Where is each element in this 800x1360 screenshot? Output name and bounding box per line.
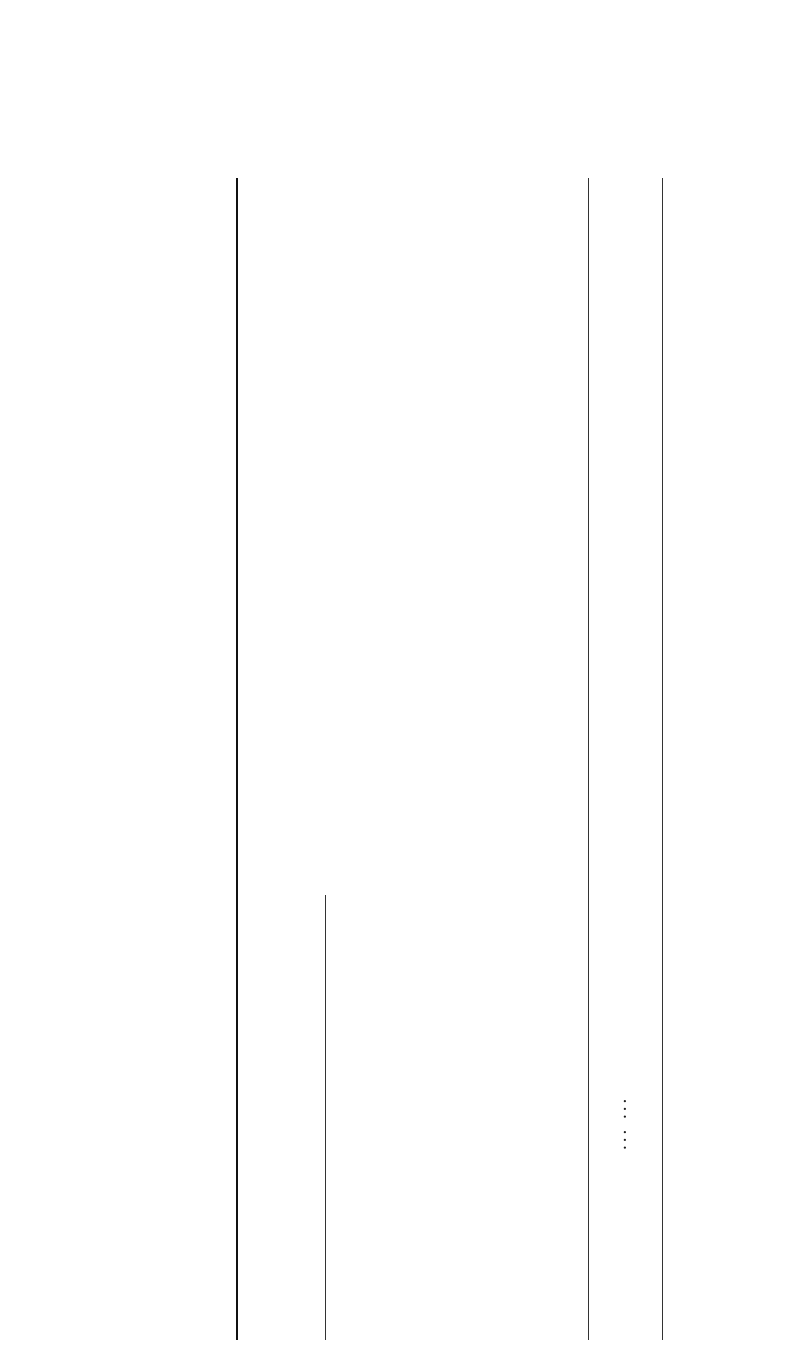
totals-label: ... ... bbox=[610, 1095, 631, 1150]
table-left-rule bbox=[236, 178, 238, 1340]
disease-column-rule bbox=[325, 895, 326, 1340]
totals-rule bbox=[588, 178, 589, 1340]
table-right-rule bbox=[662, 178, 663, 1340]
